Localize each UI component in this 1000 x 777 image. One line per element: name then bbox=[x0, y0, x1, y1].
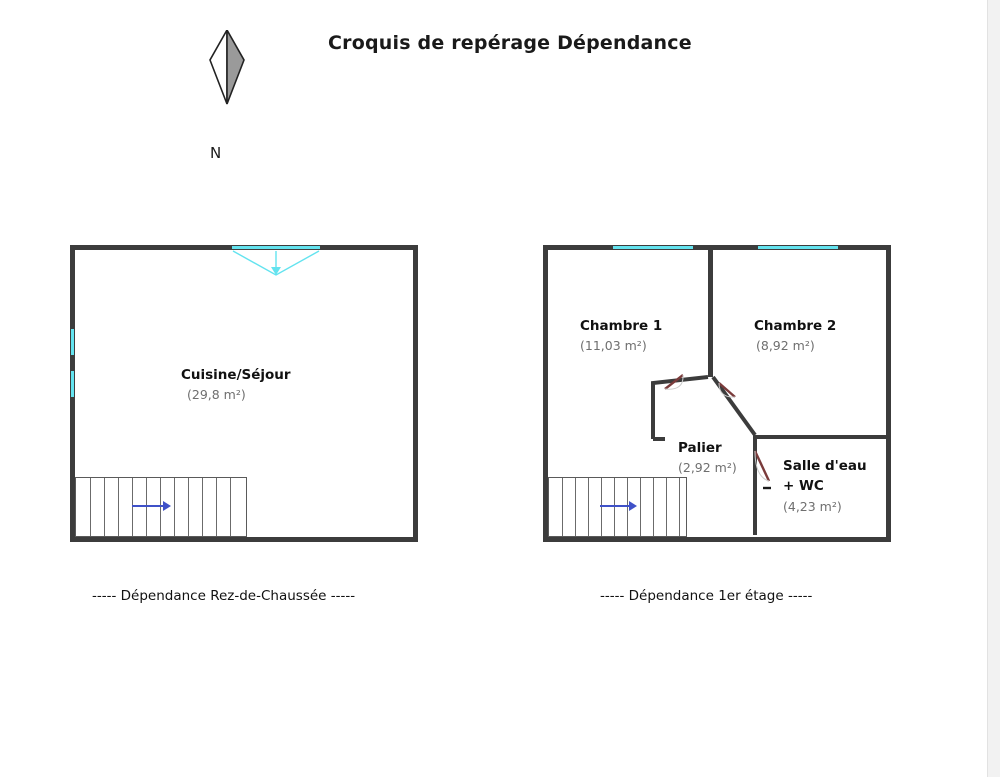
plan-rez-de-chaussee bbox=[70, 245, 418, 604]
room-area-salle-deau: (4,23 m²) bbox=[783, 499, 842, 514]
north-label: N bbox=[210, 144, 222, 162]
staircase-direction-arrow bbox=[600, 505, 630, 507]
page-right-gutter bbox=[987, 0, 1000, 777]
room-area-chambre-1: (11,03 m²) bbox=[580, 338, 647, 353]
room-area-chambre-2: (8,92 m²) bbox=[756, 338, 815, 353]
room-area-cuisine-sejour: (29,8 m²) bbox=[187, 387, 246, 402]
plan-premier-etage bbox=[543, 245, 891, 604]
room-area-palier: (2,92 m²) bbox=[678, 460, 737, 475]
plan-caption-etage: ----- Dépendance 1er étage ----- bbox=[600, 588, 813, 604]
room-label-salle-deau-wc: + WC bbox=[783, 478, 824, 494]
staircase-etage bbox=[548, 477, 687, 537]
window-north-left bbox=[613, 246, 693, 249]
window-north-right bbox=[758, 246, 838, 249]
north-arrow-icon bbox=[206, 30, 246, 100]
staircase-rdc bbox=[75, 477, 247, 537]
room-label-salle-deau: Salle d'eau bbox=[783, 458, 867, 474]
page-title: Croquis de repérage Dépendance bbox=[328, 32, 692, 54]
room-label-cuisine-sejour: Cuisine/Séjour bbox=[181, 367, 291, 383]
room-label-chambre-2: Chambre 2 bbox=[754, 318, 837, 334]
room-label-chambre-1: Chambre 1 bbox=[580, 318, 663, 334]
staircase-direction-arrow bbox=[132, 505, 164, 507]
plan-caption-rdc: ----- Dépendance Rez-de-Chaussée ----- bbox=[92, 588, 356, 604]
room-label-palier: Palier bbox=[678, 440, 722, 456]
